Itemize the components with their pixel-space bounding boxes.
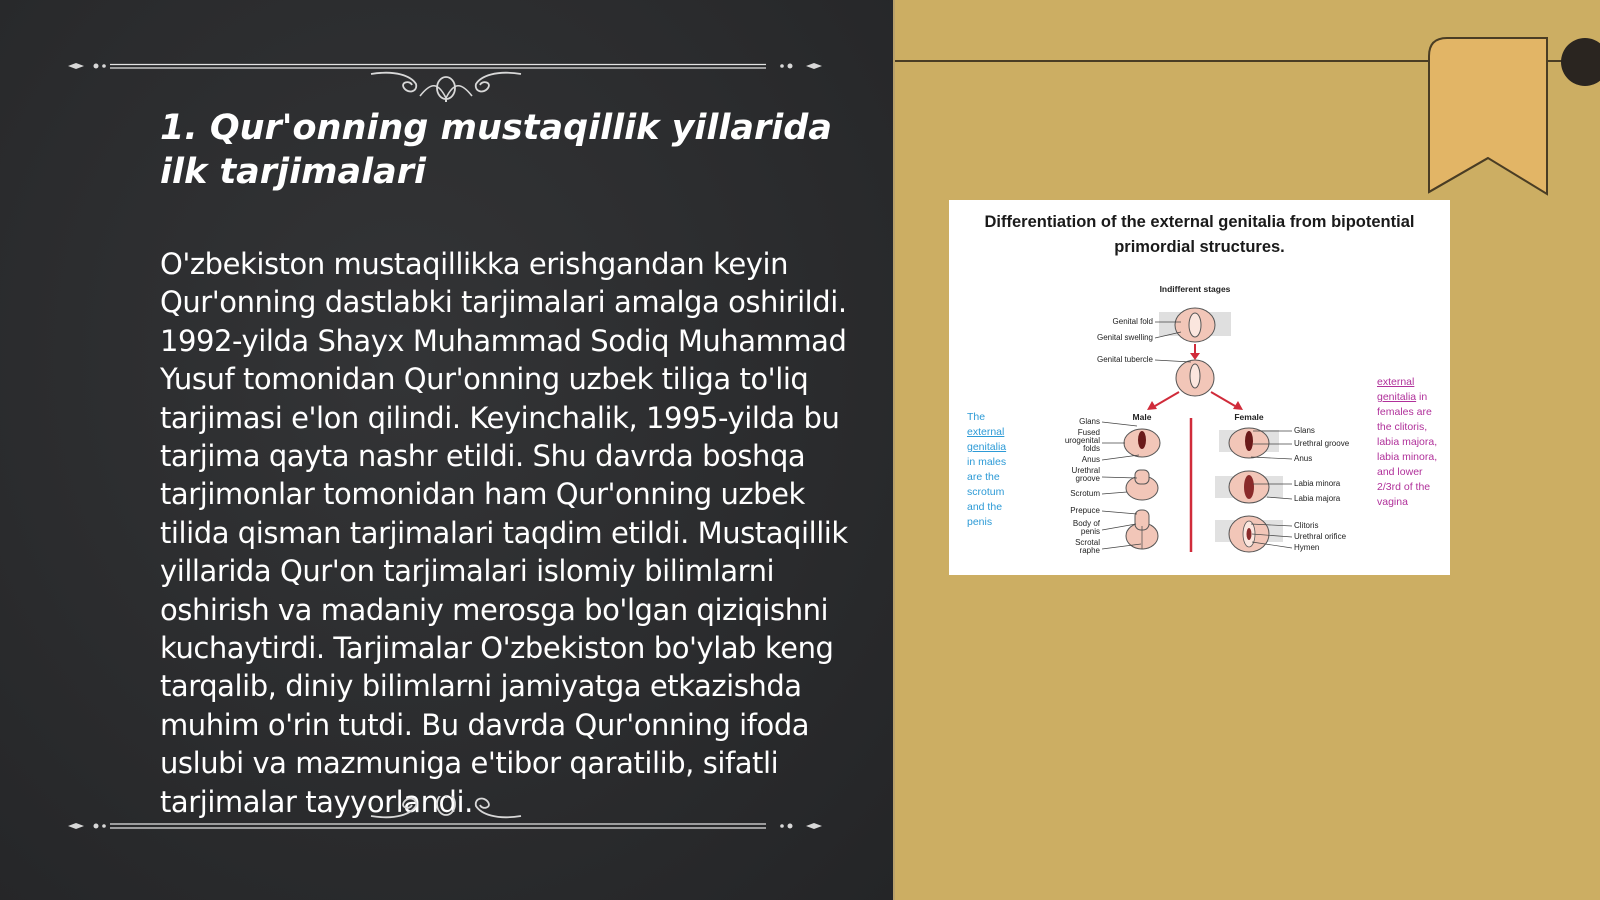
male-urethral-label-2: groove xyxy=(1075,474,1100,483)
male-fused-label-3: folds xyxy=(1083,444,1100,453)
female-clitoris-label: Clitoris xyxy=(1294,521,1319,530)
figure-diagram xyxy=(949,200,1450,575)
male-anus-label: Anus xyxy=(1081,455,1100,464)
male-raphe-label-2: raphe xyxy=(1079,546,1100,555)
female-note-text: in females are the clitoris, labia majora, labia minora, and lower 2/3rd of the vagina xyxy=(1377,391,1438,508)
male-body-label-1: Body of xyxy=(1072,519,1100,528)
top-ornament-divider xyxy=(66,52,826,102)
male-raphe-label-1: Scrotal xyxy=(1075,538,1100,547)
male-note-link[interactable]: external genitalia xyxy=(967,426,1007,453)
bookmark-ribbon xyxy=(1425,34,1600,199)
male-fused-label-2: urogenital xyxy=(1064,436,1100,445)
genital-tubercle-label: Genital tubercle xyxy=(1096,355,1153,364)
female-urethral-groove-label: Urethral groove xyxy=(1294,439,1350,448)
bottom-ornament-divider xyxy=(66,796,826,846)
genital-fold-label: Genital fold xyxy=(1112,317,1153,326)
male-urethral-label-1: Urethral xyxy=(1071,466,1100,475)
genital-swelling-label: Genital swelling xyxy=(1096,333,1153,342)
slide-title: 1. Qur'onning mustaqillik yillarida ilk tarjimalari xyxy=(160,108,832,192)
male-note-text: in males are the scrotum and the penis xyxy=(967,456,1007,528)
male-glans-label: Glans xyxy=(1079,417,1100,426)
female-labia-minora-label: Labia minora xyxy=(1294,479,1341,488)
embryology-figure xyxy=(949,200,1450,575)
male-body-label-2: penis xyxy=(1080,527,1100,536)
female-note-link[interactable]: external genitalia xyxy=(1377,376,1417,403)
slide-body-text: O'zbekiston mustaqillikka erishgandan keyin Qur'onning dastlabki tarjimalari amalga oshirildi. 1992-yilda Shayx Muhammad Sodiq Muhammad Yusuf tomonidan Qur'onning uzbek tiliga to'liq tarjimasi e'lon qilindi. Keyinchalik, 1995-yilda bu tarjima qayta nashr etildi. Shu davrda boshqa tarjimonlar tomonidan ham Qur'onning uzbek tilida qisman tarjimalari taqdim etildi. Mustaqillik yillarida Qur'on tarjimalari islomiy bilimlarni oshirish va madaniy merosga bo'lgan qiziqishni kuchaytirdi. Tarjimalar O'zbekiston bo'ylab keng tarqalib, diniy bilimlarni jamiyatga etkazishda muhim o'rin tutdi. Bu davrda Qur'onning ifoda uslubi va mazmuniga e'tibor qaratilib, sifatli tarjimalar tayyorlandi. xyxy=(160,247,848,819)
female-anus-label: Anus xyxy=(1294,454,1313,463)
male-scrotum-label: Scrotum xyxy=(1070,489,1100,498)
male-fused-label-1: Fused xyxy=(1077,428,1100,437)
figure-title: Differentiation of the external genitalia from bipotential primordial structures. xyxy=(984,213,1415,256)
male-heading: Male xyxy=(1132,412,1152,422)
male-prepuce-label: Prepuce xyxy=(1070,506,1100,515)
female-labia-majora-label: Labia majora xyxy=(1294,494,1341,503)
indifferent-stages-label: Indifferent stages xyxy=(1159,284,1231,294)
male-note-pre: The xyxy=(967,411,986,423)
male-note xyxy=(967,410,1017,530)
female-note xyxy=(1377,375,1439,510)
female-glans-label: Glans xyxy=(1294,426,1315,435)
female-heading: Female xyxy=(1234,412,1264,422)
female-urethral-orifice-label: Urethral orifice xyxy=(1294,532,1347,541)
female-hymen-label: Hymen xyxy=(1294,543,1320,552)
